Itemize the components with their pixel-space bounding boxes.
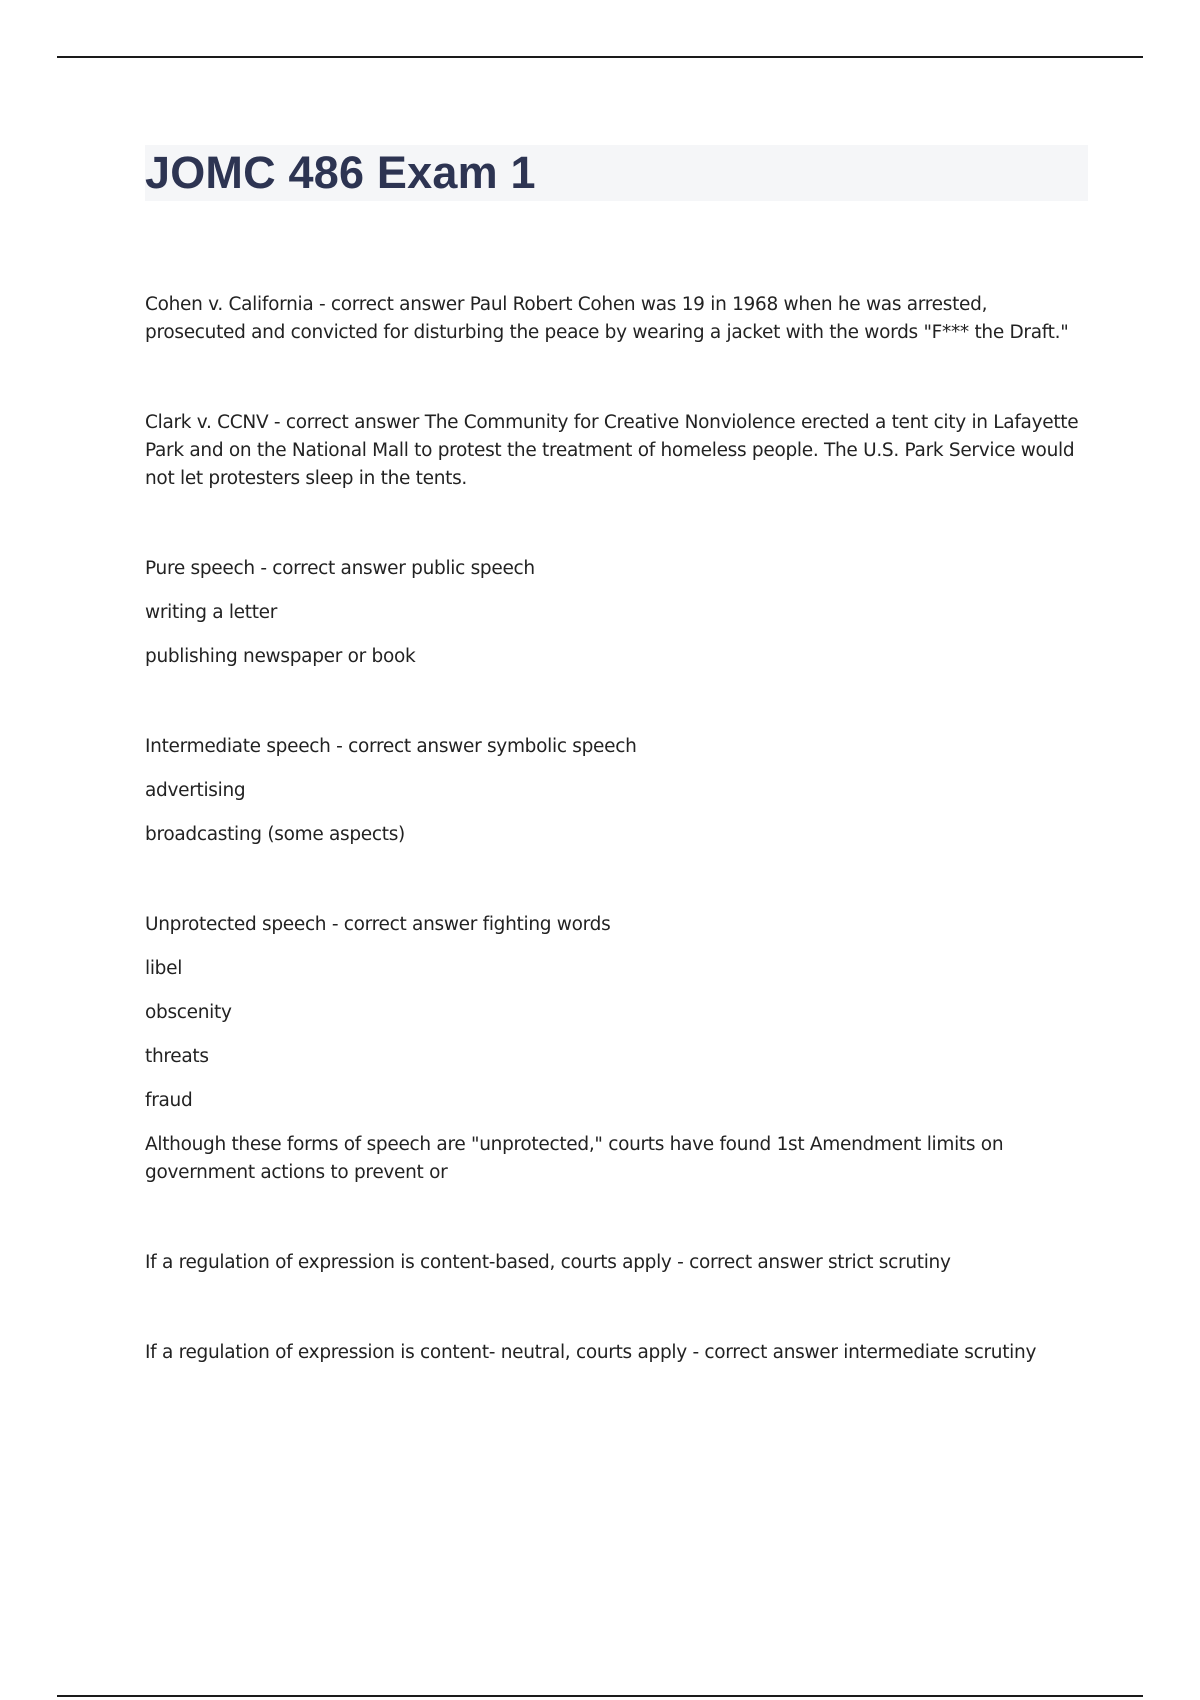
entry-text: advertising	[145, 780, 246, 801]
entry-text: Unprotected speech - correct answer fighting words	[145, 914, 611, 935]
entry-pure-speech	[145, 555, 1090, 671]
entry-content-neutral	[145, 1339, 1090, 1367]
entry-intermediate-speech	[145, 733, 1090, 849]
entry-text: Pure speech - correct answer public speech	[145, 558, 535, 579]
entry-clark-v-ccnv	[145, 409, 1090, 493]
bottom-rule	[57, 1695, 1143, 1697]
entry-text: If a regulation of expression is content- neutral, courts apply - correct answer intermediate scrutiny	[145, 1342, 1037, 1363]
title-bar	[145, 145, 1088, 201]
top-rule	[57, 56, 1143, 58]
entry-content-based	[145, 1249, 1090, 1277]
entry-cohen-v-california	[145, 291, 1090, 347]
entry-text: broadcasting (some aspects)	[145, 824, 405, 845]
entry-text: fraud	[145, 1090, 193, 1111]
entry-text: publishing newspaper or book	[145, 646, 416, 667]
entry-text: libel	[145, 958, 183, 979]
document-title: JOMC 486 Exam 1	[145, 147, 536, 198]
entry-text: writing a letter	[145, 602, 278, 623]
entry-unprotected-speech	[145, 911, 1090, 1187]
entry-text: If a regulation of expression is content-based, courts apply - correct answer strict scrutiny	[145, 1252, 951, 1273]
entry-text: threats	[145, 1046, 209, 1067]
entry-text: Intermediate speech - correct answer symbolic speech	[145, 736, 637, 757]
entry-text: Cohen v. California - correct answer Paul Robert Cohen was 19 in 1968 when he was arrested, prosecuted and convicted for disturbing the peace by wearing a jacket with the words "F*** the Draft."	[145, 294, 1069, 343]
entry-text: Clark v. CCNV - correct answer The Community for Creative Nonviolence erected a tent city in Lafayette Park and on the National Mall to protest the treatment of homeless people. The U.S. Park Service would not let protesters sleep in the tents.	[145, 412, 1079, 489]
entry-text: Although these forms of speech are "unprotected," courts have found 1st Amendment limits on government actions to prevent or	[145, 1134, 1004, 1183]
entry-text: obscenity	[145, 1002, 232, 1023]
document-body	[145, 145, 1090, 1429]
